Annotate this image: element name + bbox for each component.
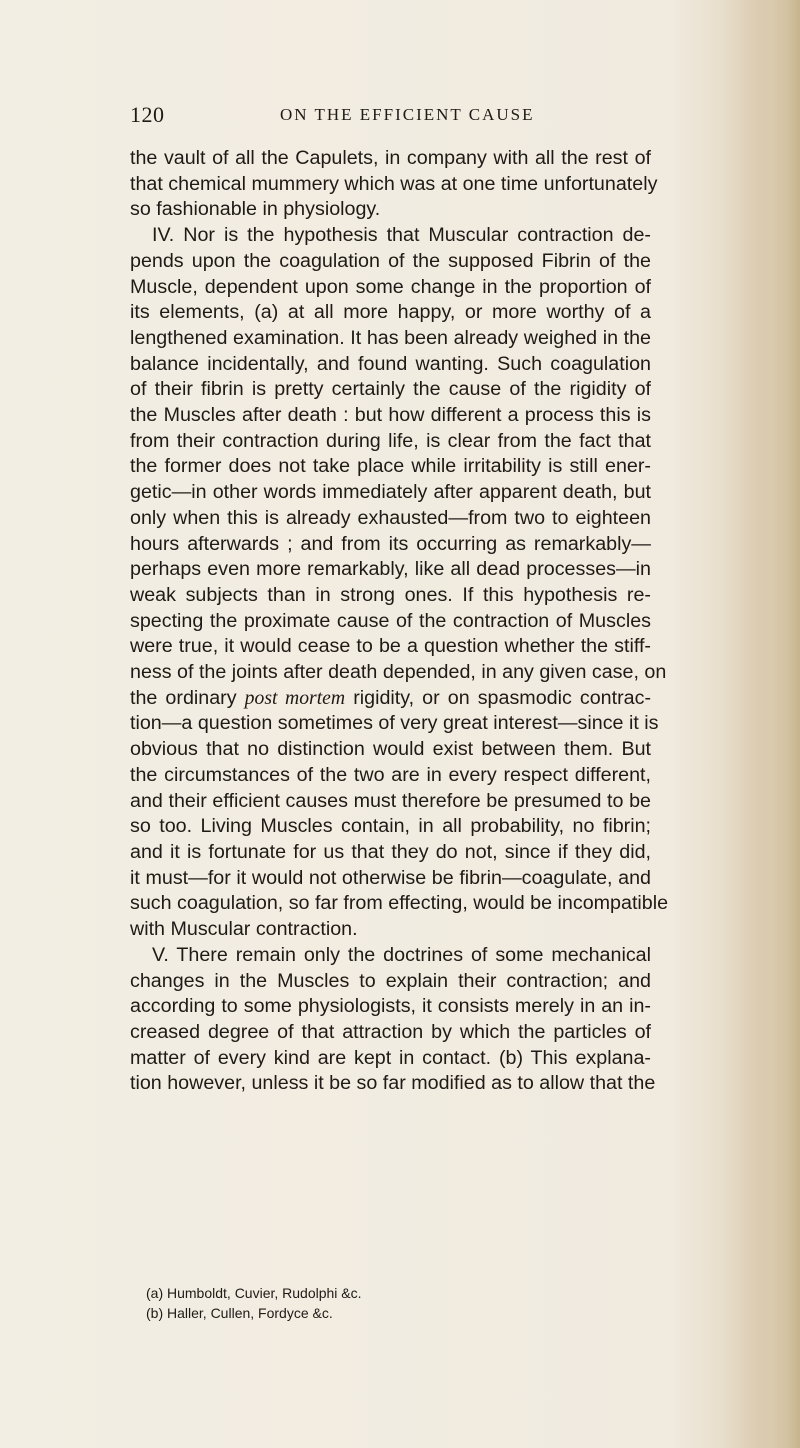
text-line: from their contraction during life, is clear from the fact that [130,429,651,452]
text-line: only when this is already exhausted—from two to eighteen [130,506,651,529]
text-line: with Muscular contraction. [130,918,358,941]
text-line: and their efficient causes must therefore be presumed to be [130,789,651,812]
text-line: ness of the joints after death depended, in any given case, on [130,661,667,684]
text-line: it must—for it would not otherwise be fibrin—coagulate, and [130,866,651,889]
text-line: weak subjects than in strong ones. If this hypothesis re- [130,583,651,606]
text-line: creased degree of that attraction by which the particles of [130,1020,651,1043]
text-line: tion however, unless it be so far modified as to allow that the [130,1072,656,1095]
text-line: perhaps even more remarkably, like all dead processes—in [130,558,651,581]
text-line: of their fibrin is pretty certainly the cause of the rigidity of [130,378,651,401]
text-line: obvious that no distinction would exist between them. But [130,738,651,761]
text-line: specting the proximate cause of the contraction of Muscles [130,609,651,632]
text-line: the circumstances of the two are in every respect different, [130,763,651,786]
text-line: according to some physiologists, it consists merely in an in- [130,995,651,1018]
footnote-a: (a) Humboldt, Cuvier, Rudolphi &c. [146,1285,362,1301]
footnote-b: (b) Haller, Cullen, Fordyce &c. [146,1305,333,1321]
text-line: so too. Living Muscles contain, in all probability, no fibrin; [130,815,651,838]
text-line: getic—in other words immediately after apparent death, but [130,481,651,504]
text-line: the vault of all the Capulets, in company with all the rest of [130,147,651,169]
text-line: tion—a question sometimes of very great interest—since it is [130,712,659,735]
page-edge-shadow [772,0,800,1448]
text-fragment: the ordinary [130,686,237,709]
text-line: IV. Nor is the hypothesis that Muscular contraction de- [152,224,651,247]
footnotes [146,1283,566,1323]
text-line: pends upon the coagulation of the supposed Fibrin of the [130,249,651,272]
text-line: balance incidentally, and found wanting. Such coagulation [130,352,651,375]
text-line: Muscle, dependent upon some change in the proportion of [130,275,651,298]
text-line: so fashionable in physiology. [130,198,381,221]
text-line: that chemical mummery which was at one time unfortunately [130,172,658,195]
text-line: such coagulation, so far from effecting, would be incompatible [130,892,669,915]
text-line: V. There remain only the doctrines of some mechanical [152,943,651,966]
text-line: and it is fortunate for us that they do not, since if they did, [130,840,651,863]
text-line: changes in the Muscles to explain their contraction; and [130,969,651,992]
page-header [130,102,670,126]
italic-phrase: post mortem [244,686,346,709]
page-number: 120 [130,102,165,127]
body-text [130,146,669,1097]
text-line: the former does not take place while irritability is still ener- [130,455,651,478]
text-line: hours afterwards ; and from its occurring as remarkably— [130,532,651,555]
text-line: lengthened examination. It has been already weighed in the [130,326,651,349]
text-line-with-italic [130,686,651,712]
text-line: the Muscles after death : but how different a process this is [130,404,651,427]
running-head: ON THE EFFICIENT CAUSE [280,105,535,124]
text-fragment: rigidity, or on spasmodic contrac- [353,686,652,709]
text-line: matter of every kind are kept in contact. (b) This explana- [130,1046,651,1069]
text-line: its elements, (a) at all more happy, or more worthy of a [130,301,651,324]
text-line: were true, it would cease to be a question whether the stiff- [130,635,651,658]
